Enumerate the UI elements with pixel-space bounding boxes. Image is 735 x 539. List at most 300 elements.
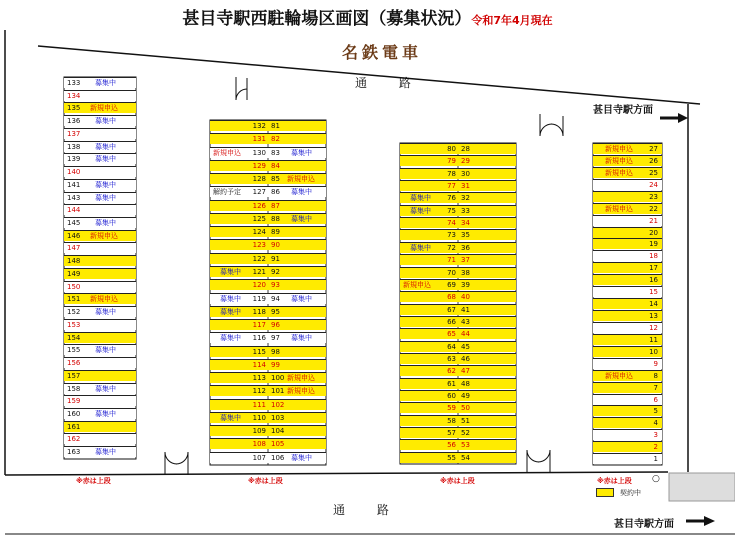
legend-note-col1: ※赤は上段 (76, 477, 111, 485)
space-number: 3 (653, 431, 658, 440)
space-number: 62 (447, 367, 456, 376)
space-number: 58 (447, 416, 456, 425)
col3-row-56-53 (400, 439, 516, 450)
equipment-box (669, 473, 735, 501)
space-status: 新規申込 (213, 148, 241, 157)
space-number: 13 (649, 312, 658, 321)
space-number: 98 (271, 347, 280, 356)
space-status: 募集中 (95, 79, 116, 87)
parking-space-151 (64, 293, 136, 304)
legend-note-col4: ※赤は上段 (597, 477, 632, 485)
space-number: 61 (447, 379, 456, 388)
space-number: 7 (653, 383, 658, 392)
space-number: 120 (252, 281, 266, 290)
space-number: 49 (461, 392, 470, 400)
col2-row-123-90 (210, 239, 326, 250)
parking-space-20 (593, 227, 662, 238)
space-number: 122 (252, 254, 266, 263)
space-number: 145 (67, 219, 81, 228)
space-number: 65 (447, 330, 456, 339)
space-status: 募集中 (291, 148, 312, 157)
space-number: 6 (653, 395, 658, 404)
parking-space-156 (64, 357, 136, 368)
parking-space-138 (64, 141, 136, 152)
space-number: 150 (67, 282, 81, 291)
parking-space-5 (593, 405, 662, 416)
space-number: 89 (271, 228, 280, 237)
space-number: 123 (252, 241, 266, 250)
parking-space-152 (64, 306, 136, 317)
parking-space-1 (593, 453, 662, 464)
space-number: 22 (649, 204, 658, 213)
space-number: 114 (252, 360, 266, 369)
space-number: 10 (649, 347, 658, 356)
space-status: 新規申込 (287, 387, 315, 396)
parking-space-159 (64, 395, 136, 406)
space-number: 9 (653, 359, 658, 368)
space-number: 4 (653, 419, 658, 428)
space-number: 82 (271, 135, 280, 144)
space-status: 新規申込 (605, 156, 633, 165)
space-number: 21 (649, 216, 658, 225)
space-number: 26 (649, 156, 658, 165)
space-number: 44 (461, 330, 470, 339)
space-number: 27 (649, 145, 658, 153)
space-status: 募集中 (291, 453, 312, 462)
parking-space-16 (593, 274, 662, 285)
parking-space-6 (593, 394, 662, 405)
space-number: 127 (252, 188, 266, 197)
space-number: 85 (271, 175, 280, 184)
space-number: 1 (653, 455, 658, 464)
space-number: 54 (461, 453, 470, 462)
space-status: 募集中 (410, 194, 431, 203)
space-number: 110 (252, 413, 266, 422)
space-number: 57 (447, 429, 456, 438)
parking-space-2 (593, 441, 662, 452)
space-number: 35 (461, 231, 470, 240)
space-number: 155 (67, 346, 81, 355)
space-number: 63 (447, 354, 456, 363)
space-number: 100 (271, 374, 285, 383)
legend-contract-label: 契約中 (620, 489, 641, 497)
col2-row-122-91 (210, 253, 326, 264)
space-number: 162 (67, 435, 81, 444)
parking-space-7 (593, 382, 662, 393)
parking-space-153 (64, 319, 136, 330)
space-status: 新規申込 (605, 168, 633, 177)
col3-row-62-47 (400, 365, 516, 376)
space-number: 16 (649, 276, 658, 285)
space-number: 112 (252, 387, 266, 396)
parking-space-15 (593, 286, 662, 297)
space-number: 138 (67, 142, 81, 151)
space-number: 46 (461, 354, 470, 363)
parking-space-23 (593, 191, 662, 202)
direction-label-bottom: 甚目寺駅方面 (614, 519, 674, 530)
space-status: 解約予定 (213, 188, 241, 197)
parking-space-155 (64, 344, 136, 355)
space-number: 83 (271, 148, 280, 157)
col2-row-130-83 (210, 147, 326, 158)
space-number: 2 (653, 443, 658, 452)
space-number: 47 (461, 367, 470, 376)
col2-row-124-89 (210, 226, 326, 237)
gate-top-right (540, 114, 563, 136)
space-number: 140 (67, 168, 81, 177)
col3-row-74-34 (400, 217, 516, 228)
col3-row-75-33 (400, 205, 516, 216)
space-number: 45 (461, 342, 470, 351)
parking-space-136 (64, 115, 136, 126)
space-number: 81 (271, 122, 280, 130)
parking-space-3 (593, 429, 662, 440)
space-number: 136 (67, 117, 81, 126)
col3-row-73-35 (400, 229, 516, 240)
space-status: 募集中 (291, 294, 312, 303)
space-status: 募集中 (410, 206, 431, 215)
col2-row-120-93 (210, 279, 326, 290)
road-label-bottom: 通 路 (333, 503, 403, 517)
parking-space-22 (593, 203, 662, 214)
space-number: 76 (447, 194, 456, 203)
space-number: 105 (271, 440, 285, 449)
col2-row-113-100 (210, 372, 326, 383)
parking-space-148 (64, 255, 136, 266)
parking-space-137 (64, 128, 136, 139)
col2-row-129-84 (210, 160, 326, 171)
space-number: 32 (461, 194, 470, 203)
space-number: 134 (67, 91, 81, 100)
space-number: 71 (447, 256, 456, 265)
parking-space-4 (593, 417, 662, 428)
col2-row-109-104 (210, 425, 326, 436)
space-number: 126 (252, 201, 266, 210)
space-number: 129 (252, 161, 266, 170)
parking-space-147 (64, 242, 136, 253)
space-number: 5 (653, 407, 658, 416)
col3-row-65-44 (400, 328, 516, 339)
road-label-top: 通 路 (355, 76, 425, 90)
parking-space-149 (64, 268, 136, 279)
parking-space-21 (593, 215, 662, 226)
space-status: 新規申込 (90, 295, 118, 304)
space-number: 43 (461, 317, 470, 326)
legend-marker: ○ (652, 474, 660, 484)
space-number: 51 (461, 416, 470, 425)
space-number: 106 (271, 453, 285, 462)
col2-row-128-85 (210, 173, 326, 184)
space-number: 139 (67, 155, 81, 164)
space-number: 158 (67, 384, 81, 393)
space-number: 154 (67, 333, 81, 342)
col3-row-68-40 (400, 291, 516, 302)
space-status: 募集中 (95, 346, 116, 355)
col3-row-67-41 (400, 304, 516, 315)
col2-row-117-96 (210, 319, 326, 330)
space-number: 152 (67, 308, 81, 317)
space-number: 36 (461, 243, 470, 252)
parking-space-26 (593, 155, 662, 166)
parking-space-14 (593, 298, 662, 309)
space-number: 116 (252, 334, 266, 343)
col2-row-108-105 (210, 438, 326, 449)
space-status: 新規申込 (605, 204, 633, 213)
space-number: 91 (271, 254, 280, 263)
space-number: 19 (649, 240, 658, 249)
col3-row-59-50 (400, 402, 516, 413)
col2-row-125-88 (210, 213, 326, 224)
parking-space-144 (64, 204, 136, 215)
col3-row-58-51 (400, 415, 516, 426)
col3-row-80-28 (400, 143, 516, 154)
col3-row-60-49 (400, 390, 516, 401)
space-number: 68 (447, 293, 456, 302)
space-status: 募集中 (95, 142, 116, 151)
col2-row-116-97 (210, 332, 326, 343)
space-number: 121 (252, 267, 266, 276)
space-number: 159 (67, 397, 81, 406)
space-number: 132 (252, 122, 266, 130)
col3-row-57-52 (400, 427, 516, 438)
direction-label-top: 甚目寺駅方面 (593, 105, 653, 116)
space-number: 84 (271, 161, 280, 170)
space-status: 募集中 (220, 413, 241, 422)
space-status: 募集中 (220, 294, 241, 303)
space-number: 124 (252, 228, 266, 237)
space-status: 募集中 (291, 214, 312, 223)
space-number: 50 (461, 404, 470, 413)
col2-row-121-92 (210, 266, 326, 277)
page-title (0, 4, 735, 29)
space-number: 153 (67, 320, 81, 329)
space-number: 80 (447, 145, 456, 153)
space-number: 151 (67, 295, 81, 304)
space-number: 149 (67, 269, 81, 278)
space-number: 17 (649, 264, 658, 273)
space-number: 8 (653, 371, 658, 380)
parking-space-162 (64, 433, 136, 444)
col2-row-114-99 (210, 359, 326, 370)
company-label: 名鉄電車 (342, 43, 423, 62)
gate-bottom-left (165, 452, 188, 475)
parking-space-24 (593, 179, 662, 190)
gate-top-left (236, 77, 247, 100)
arrow-top-right-icon (660, 113, 688, 123)
space-number: 31 (461, 182, 470, 191)
space-number: 24 (649, 180, 658, 189)
space-status: 新規申込 (605, 145, 633, 153)
col3-row-61-48 (400, 378, 516, 389)
parking-space-19 (593, 238, 662, 249)
space-number: 55 (447, 453, 456, 462)
space-number: 107 (252, 453, 266, 462)
space-number: 67 (447, 305, 456, 314)
col3-row-71-37 (400, 254, 516, 265)
parking-space-9 (593, 358, 662, 369)
col2-row-110-103 (210, 412, 326, 423)
space-number: 117 (252, 321, 266, 330)
space-number: 141 (67, 180, 81, 189)
space-status: 新規申込 (403, 280, 431, 289)
space-status: 募集中 (410, 243, 431, 252)
space-status: 募集中 (95, 308, 116, 317)
col2-row-112-101 (210, 385, 326, 396)
space-number: 137 (67, 129, 81, 138)
parking-space-139 (64, 153, 136, 164)
parking-space-160 (64, 408, 136, 419)
space-number: 86 (271, 188, 280, 197)
arrow-bottom-right-icon (686, 516, 715, 526)
space-number: 143 (67, 193, 81, 202)
space-number: 11 (649, 335, 658, 344)
col2-row-131-82 (210, 133, 326, 144)
space-status: 募集中 (95, 384, 116, 393)
space-number: 146 (67, 231, 81, 240)
space-number: 38 (461, 268, 470, 277)
parking-space-17 (593, 262, 662, 273)
parking-space-133 (64, 77, 136, 88)
col3-row-66-43 (400, 316, 516, 327)
parking-space-18 (593, 250, 662, 261)
space-number: 163 (67, 448, 81, 457)
parking-space-11 (593, 334, 662, 345)
parking-space-13 (593, 310, 662, 321)
space-number: 66 (447, 317, 456, 326)
space-number: 133 (67, 79, 81, 87)
parking-space-146 (64, 230, 136, 241)
space-status: 新規申込 (605, 371, 633, 380)
space-number: 92 (271, 267, 280, 276)
col3-row-64-45 (400, 341, 516, 352)
space-number: 75 (447, 206, 456, 215)
space-number: 109 (252, 427, 266, 436)
col3-row-55-54 (400, 452, 516, 463)
space-number: 73 (447, 231, 456, 240)
space-number: 74 (447, 219, 456, 228)
bottom-boundary-line (5, 472, 668, 475)
space-number: 78 (447, 169, 456, 178)
col3-row-70-38 (400, 267, 516, 278)
parking-space-140 (64, 166, 136, 177)
space-number: 14 (649, 300, 658, 309)
space-number: 161 (67, 422, 81, 431)
space-number: 102 (271, 400, 285, 409)
space-number: 33 (461, 206, 470, 215)
space-number: 115 (252, 347, 266, 356)
space-status: 新規申込 (287, 374, 315, 383)
space-number: 28 (461, 145, 470, 153)
space-status: 新規申込 (90, 104, 118, 113)
col2-row-119-94 (210, 293, 326, 304)
space-number: 104 (271, 427, 285, 436)
parking-space-158 (64, 383, 136, 394)
space-status: 新規申込 (287, 175, 315, 184)
space-number: 60 (447, 392, 456, 400)
parking-space-12 (593, 322, 662, 333)
space-number: 41 (461, 305, 470, 314)
parking-space-143 (64, 192, 136, 203)
space-number: 113 (252, 374, 266, 383)
col2-row-115-98 (210, 346, 326, 357)
space-number: 56 (447, 441, 456, 450)
col3-row-63-46 (400, 353, 516, 364)
space-number: 48 (461, 379, 470, 388)
space-status: 募集中 (95, 180, 116, 189)
col2-row-126-87 (210, 200, 326, 211)
space-number: 160 (67, 409, 81, 418)
space-number: 119 (252, 294, 266, 303)
space-status: 募集中 (220, 334, 241, 343)
parking-space-8 (593, 370, 662, 381)
title-date: 令和7年4月現在 (471, 14, 553, 27)
space-status: 募集中 (291, 188, 312, 197)
legend-swatch (596, 488, 614, 497)
space-number: 53 (461, 441, 470, 450)
col2-row-127-86 (210, 186, 326, 197)
col3-row-69-39 (400, 279, 516, 290)
space-number: 87 (271, 201, 280, 210)
space-number: 128 (252, 175, 266, 184)
space-number: 37 (461, 256, 470, 265)
parking-space-157 (64, 370, 136, 381)
space-number: 96 (271, 321, 280, 330)
space-number: 12 (649, 323, 658, 332)
space-status: 募集中 (95, 219, 116, 228)
parking-space-25 (593, 167, 662, 178)
space-number: 59 (447, 404, 456, 413)
space-status: 新規申込 (90, 231, 118, 240)
space-number: 101 (271, 387, 285, 396)
space-number: 135 (67, 104, 81, 113)
parking-space-161 (64, 421, 136, 432)
space-number: 97 (271, 334, 280, 343)
space-number: 72 (447, 243, 456, 252)
space-number: 39 (461, 280, 470, 289)
col2-row-132-81 (210, 120, 326, 131)
space-status: 募集中 (220, 307, 241, 316)
parking-space-150 (64, 281, 136, 292)
space-status: 募集中 (291, 334, 312, 343)
parking-space-163 (64, 446, 136, 457)
space-number: 94 (271, 294, 280, 303)
parking-space-27 (593, 143, 662, 154)
space-number: 157 (67, 371, 81, 380)
space-status: 募集中 (95, 409, 116, 418)
space-number: 64 (447, 342, 456, 351)
col3-row-78-30 (400, 168, 516, 179)
col2-row-111-102 (210, 399, 326, 410)
space-number: 18 (649, 252, 658, 261)
space-number: 108 (252, 440, 266, 449)
col2-row-118-95 (210, 306, 326, 317)
space-number: 118 (252, 307, 266, 316)
parking-space-10 (593, 346, 662, 357)
gate-bottom-right (527, 450, 550, 473)
space-status: 募集中 (95, 448, 116, 457)
col3-row-77-31 (400, 180, 516, 191)
col3-row-76-32 (400, 192, 516, 203)
space-number: 95 (271, 307, 280, 316)
space-number: 111 (252, 400, 266, 409)
space-number: 25 (649, 168, 658, 177)
space-number: 15 (649, 288, 658, 297)
parking-space-154 (64, 332, 136, 343)
col3-row-79-29 (400, 155, 516, 166)
space-number: 69 (447, 280, 456, 289)
space-status: 募集中 (220, 267, 241, 276)
parking-space-145 (64, 217, 136, 228)
